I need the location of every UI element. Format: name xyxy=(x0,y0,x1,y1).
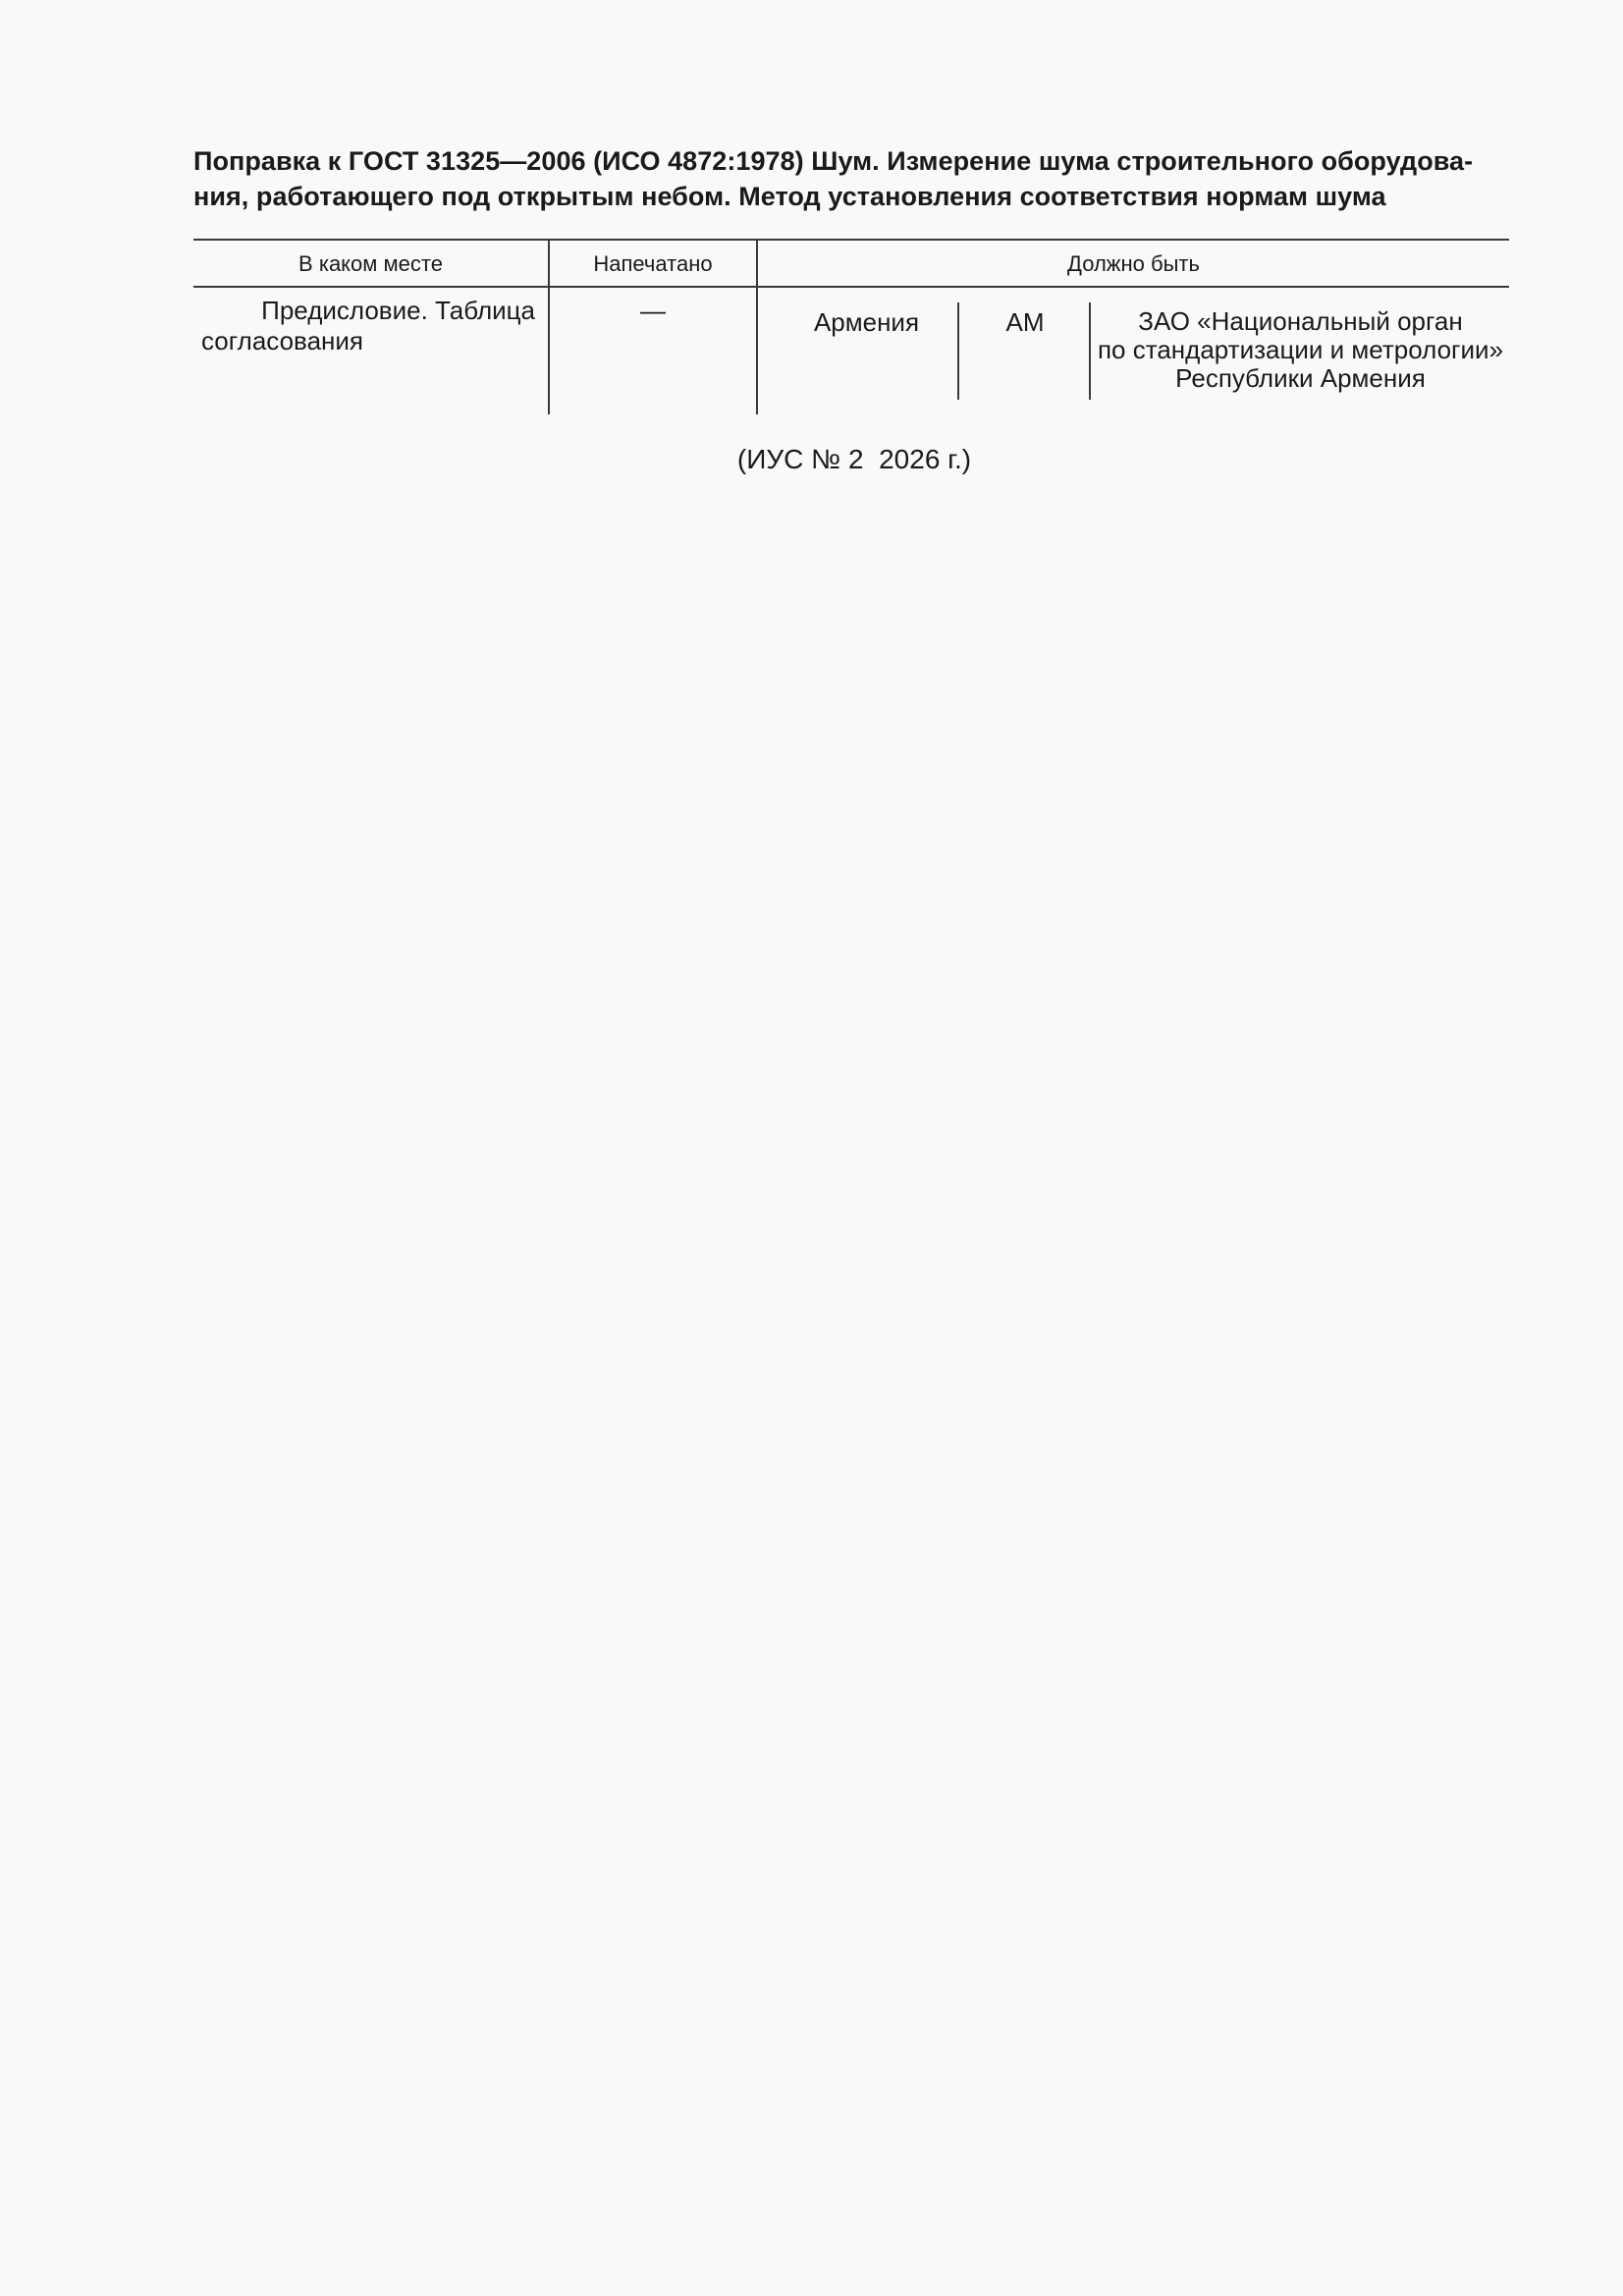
cell-organization xyxy=(1092,307,1509,393)
title-line-1: Поправка к ГОСТ 31325—2006 (ИСО 4872:1978) Шум. Измерение шума строительного оборудова- xyxy=(193,146,1474,176)
document-title xyxy=(193,143,1509,214)
cell-where-line-1: Предисловие. Таблица xyxy=(261,296,535,325)
cell-country-code: AM xyxy=(1005,307,1045,337)
organization-line-2: по стандартизации и метрологии» xyxy=(1097,335,1504,364)
cell-where xyxy=(201,296,535,356)
issue-reference: (ИУС № 2 2026 г.) xyxy=(736,444,972,474)
table-top-rule xyxy=(193,239,1509,241)
title-line-2: ния, работающего под открытым небом. Метод установления соответствия нормам шума xyxy=(193,182,1386,211)
header-should-be: Должно быть xyxy=(1067,251,1200,276)
organization-line-3: Республики Армения xyxy=(1175,363,1426,393)
cell-printed: — xyxy=(640,296,666,325)
header-where: В каком месте xyxy=(298,251,443,276)
organization-line-1: ЗАО «Национальный орган xyxy=(1138,306,1463,336)
header-printed: Напечатано xyxy=(593,251,713,276)
cell-country: Армения xyxy=(813,307,920,337)
cell-where-line-2: согласования xyxy=(201,326,363,355)
table-header-rule xyxy=(193,286,1509,288)
